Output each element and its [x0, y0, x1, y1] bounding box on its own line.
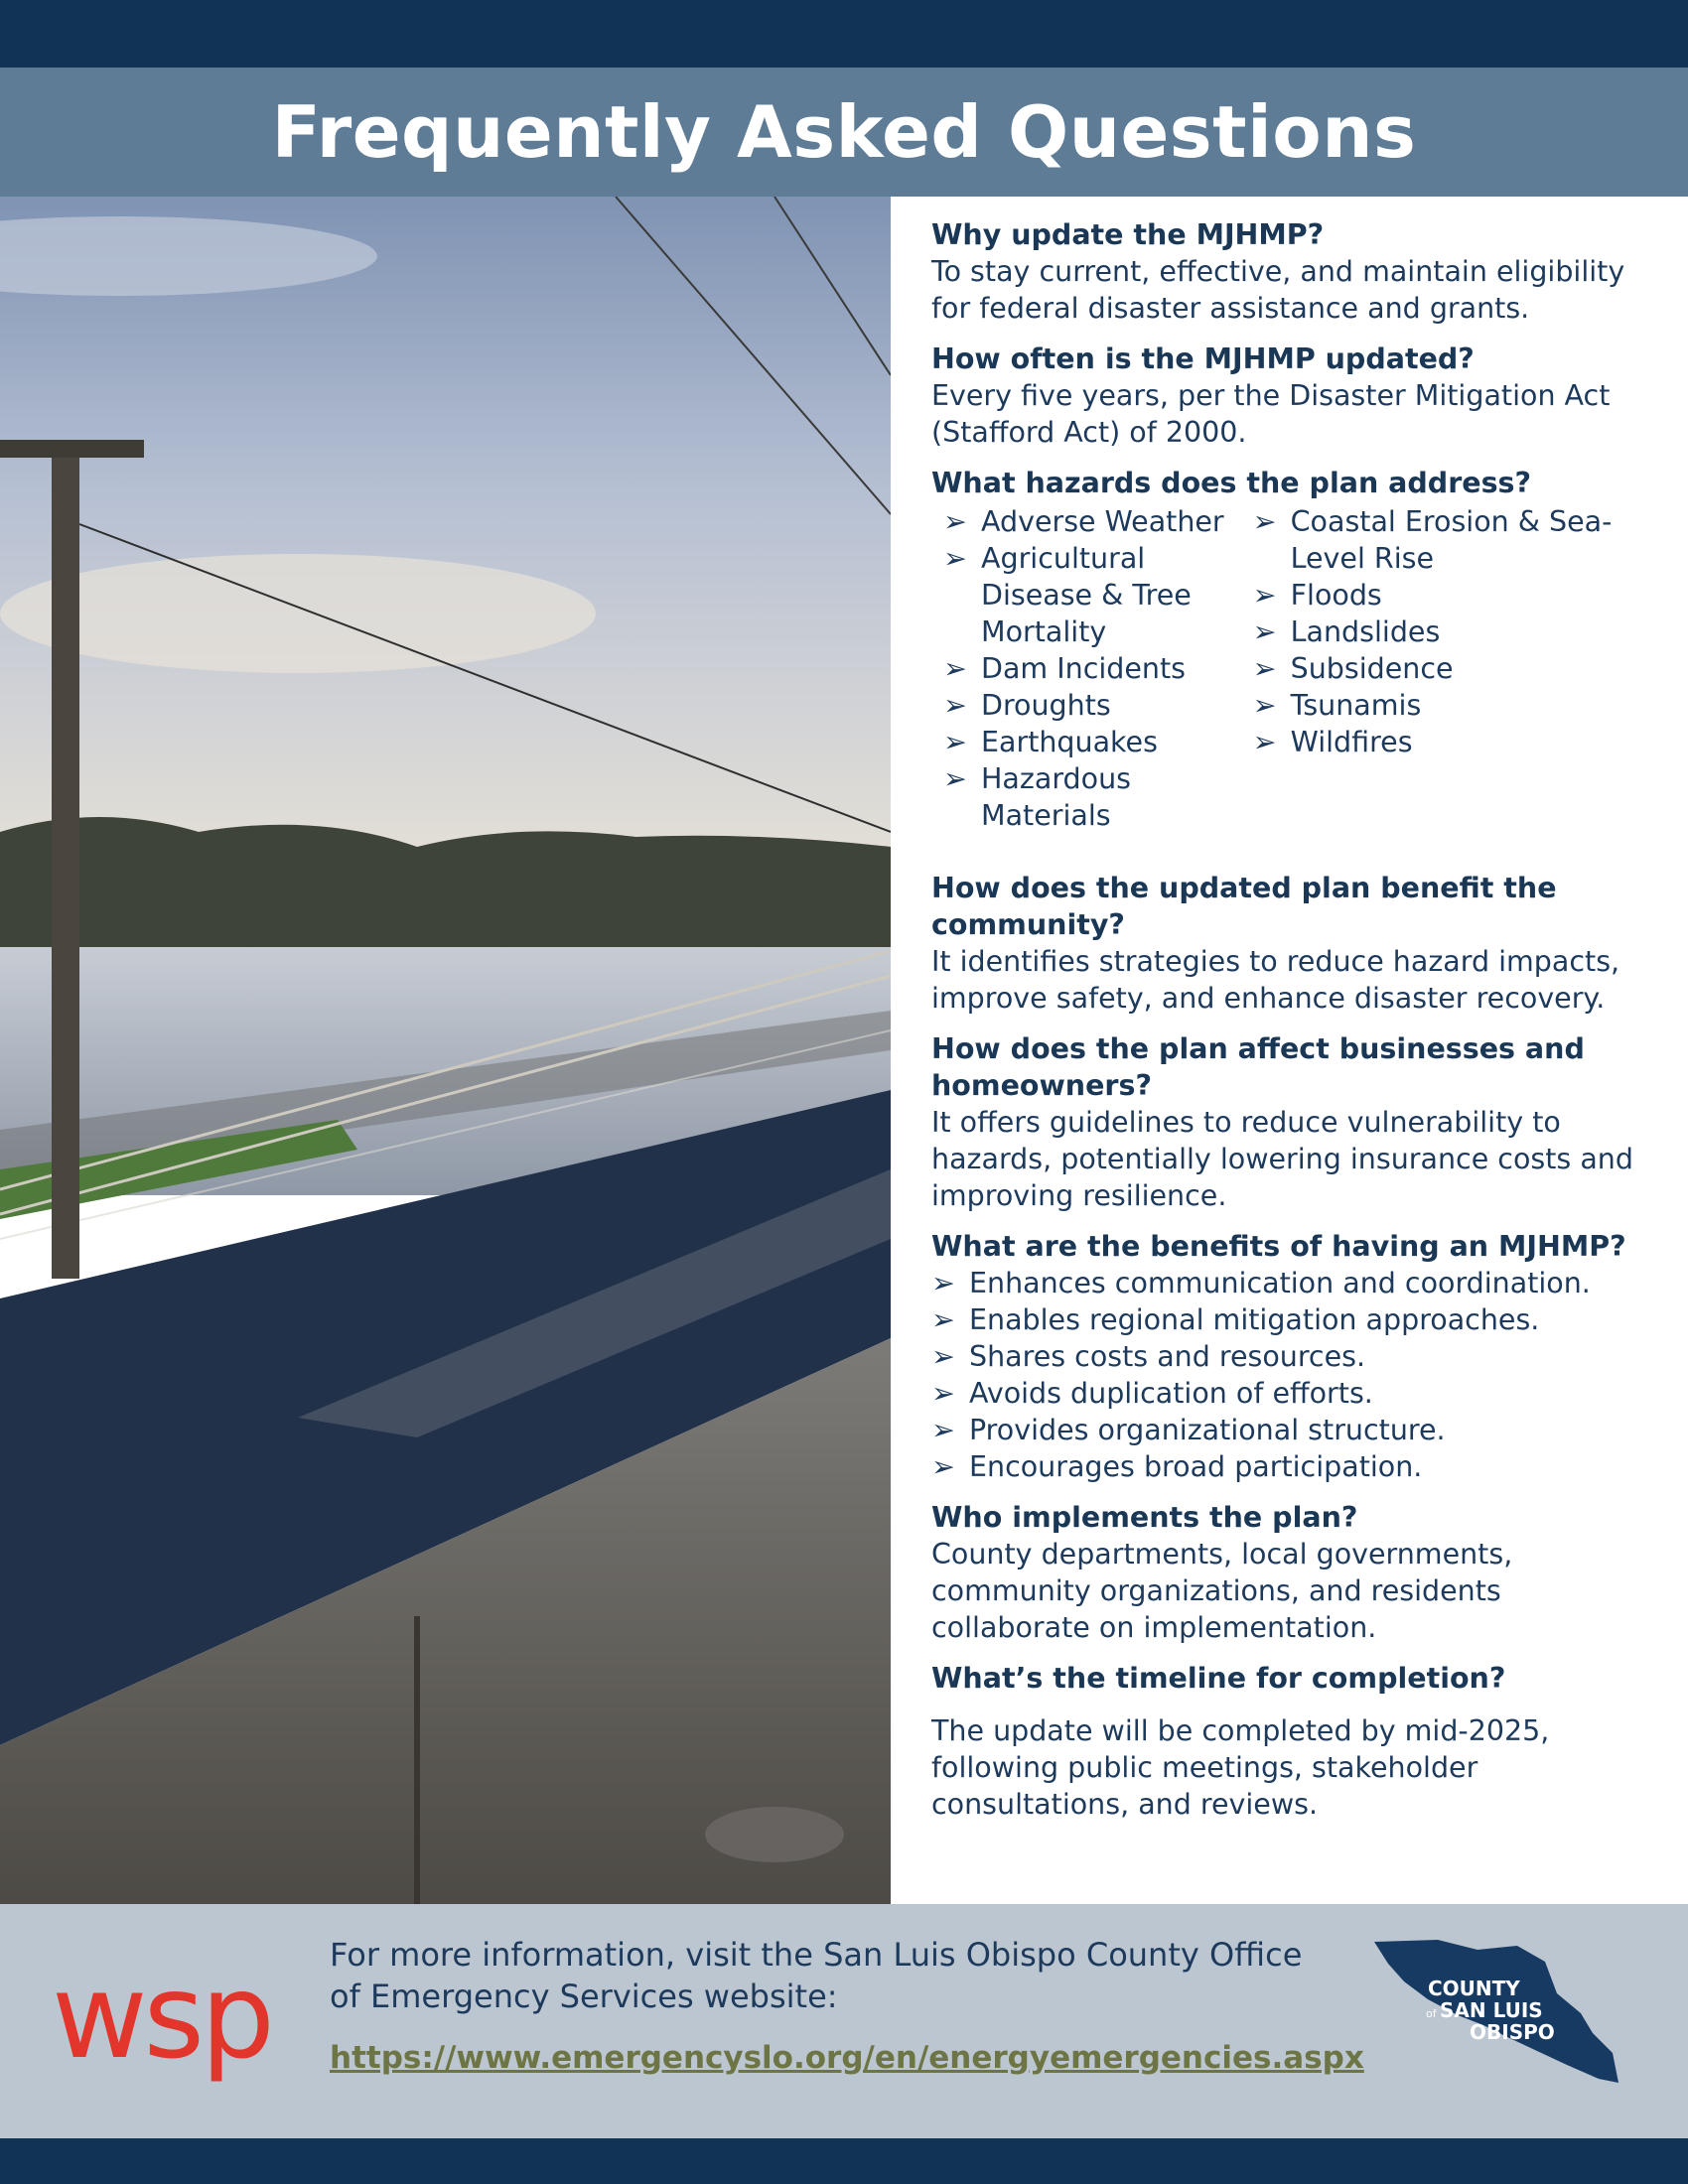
page-title: Frequently Asked Questions: [271, 90, 1417, 174]
list-item: ➢ Shares costs and resources.: [931, 1340, 1366, 1373]
faq-answer: It identifies strategies to reduce hazard impacts, improve safety, and enhance disaster recovery.: [931, 945, 1620, 1015]
hazard-column-1: [931, 503, 1241, 834]
faq-question: How does the updated plan benefit the community?: [931, 872, 1557, 941]
arrow-bullet-icon: ➢: [943, 689, 967, 722]
list-item: ➢ Floods: [1252, 579, 1382, 612]
faq-question: Why update the MJHMP?: [931, 218, 1325, 251]
list-item: ➢ Landslides: [1252, 615, 1441, 648]
list-item: ➢ Provides organizational structure.: [931, 1414, 1446, 1446]
list-item: ➢ Tsunamis: [1252, 689, 1422, 722]
wsp-wordmark: wsp: [52, 1976, 271, 2085]
arrow-bullet-icon: ➢: [1252, 615, 1277, 648]
faq-item: [931, 1228, 1656, 1485]
hazard-list: [931, 503, 1656, 834]
list-item: ➢ Avoids duplication of efforts.: [931, 1377, 1373, 1410]
arrow-bullet-icon: ➢: [1252, 505, 1277, 538]
list-item: ➢ Coastal Erosion & Sea-Level Rise: [1252, 505, 1613, 575]
benefits-list: [931, 1265, 1656, 1485]
faq-question: How often is the MJHMP updated?: [931, 342, 1475, 375]
faq-item: [931, 216, 1656, 327]
faq-answer: County departments, local governments, community organizations, and residents collaborate on implementation.: [931, 1538, 1513, 1644]
county-logo: [1368, 1934, 1626, 2097]
wsp-logo: [52, 1976, 300, 2109]
list-item: ➢ Hazardous Materials: [943, 762, 1131, 832]
county-logo-line2: SAN LUIS: [1440, 1998, 1543, 2022]
arrow-bullet-icon: ➢: [931, 1267, 955, 1299]
faq-question: How does the plan affect businesses and homeowners?: [931, 1032, 1585, 1102]
faq-item: [931, 1499, 1656, 1646]
faq-question: What’s the timeline for completion?: [931, 1662, 1506, 1695]
arrow-bullet-icon: ➢: [1252, 579, 1277, 612]
website-link[interactable]: https://www.emergencyslo.org/en/energyemergencies.aspx: [330, 2040, 1364, 2076]
faq-answer: To stay current, effective, and maintain eligibility for federal disaster assistance and grants.: [931, 255, 1625, 325]
list-item: ➢ Subsidence: [1252, 652, 1454, 685]
arrow-bullet-icon: ➢: [931, 1303, 955, 1336]
faq-list: [931, 216, 1656, 1837]
footer-text: For more information, visit the San Luis Obispo County Office of Emergency Services website:: [330, 1936, 1303, 2015]
list-item: ➢ Agricultural Disease & Tree Mortality: [943, 542, 1192, 648]
arrow-bullet-icon: ➢: [1252, 652, 1277, 685]
faq-item: [931, 1660, 1656, 1823]
title-band: [0, 68, 1688, 197]
faq-answer: The update will be completed by mid-2025, following public meetings, stakeholder consultations, and reviews.: [931, 1714, 1550, 1821]
arrow-bullet-icon: ➢: [931, 1414, 955, 1446]
county-logo-line1: COUNTY: [1428, 1977, 1520, 2000]
arrow-bullet-icon: ➢: [931, 1377, 955, 1410]
bottom-bar: [0, 2138, 1688, 2184]
list-item: ➢ Enables regional mitigation approaches.: [931, 1303, 1540, 1336]
arrow-bullet-icon: ➢: [931, 1340, 955, 1373]
list-item: ➢ Wildfires: [1252, 726, 1413, 758]
flood-photo: [0, 197, 891, 1904]
list-item: ➢ Adverse Weather: [943, 505, 1224, 538]
arrow-bullet-icon: ➢: [931, 1450, 955, 1483]
arrow-bullet-icon: ➢: [943, 542, 967, 575]
list-item: ➢ Earthquakes: [943, 726, 1158, 758]
arrow-bullet-icon: ➢: [1252, 689, 1277, 722]
county-logo-of: of: [1426, 2007, 1437, 2020]
hazard-column-2: [1241, 503, 1656, 834]
county-logo-line3: OBISPO: [1470, 2020, 1555, 2044]
faq-answer: Every five years, per the Disaster Mitigation Act (Stafford Act) of 2000.: [931, 379, 1611, 449]
faq-question: What are the benefits of having an MJHMP?: [931, 1230, 1626, 1263]
list-item: ➢ Encourages broad participation.: [931, 1450, 1423, 1483]
top-bar: [0, 0, 1688, 68]
list-item: ➢ Dam Incidents: [943, 652, 1186, 685]
faq-item: [931, 870, 1656, 1017]
faq-question: Who implements the plan?: [931, 1501, 1358, 1534]
arrow-bullet-icon: ➢: [1252, 726, 1277, 758]
faq-item: [931, 465, 1656, 834]
faq-item: [931, 1030, 1656, 1214]
faq-item: [931, 341, 1656, 451]
arrow-bullet-icon: ➢: [943, 726, 967, 758]
list-item: ➢ Enhances communication and coordination.: [931, 1267, 1591, 1299]
arrow-bullet-icon: ➢: [943, 652, 967, 685]
arrow-bullet-icon: ➢: [943, 762, 967, 795]
list-item: ➢ Droughts: [943, 689, 1111, 722]
faq-question: What hazards does the plan address?: [931, 467, 1532, 499]
footer-info: [330, 1934, 1364, 2079]
footer: [0, 1904, 1688, 2138]
arrow-bullet-icon: ➢: [943, 505, 967, 538]
faq-answer: It offers guidelines to reduce vulnerability to hazards, potentially lowering insurance costs and improving resilience.: [931, 1106, 1633, 1212]
